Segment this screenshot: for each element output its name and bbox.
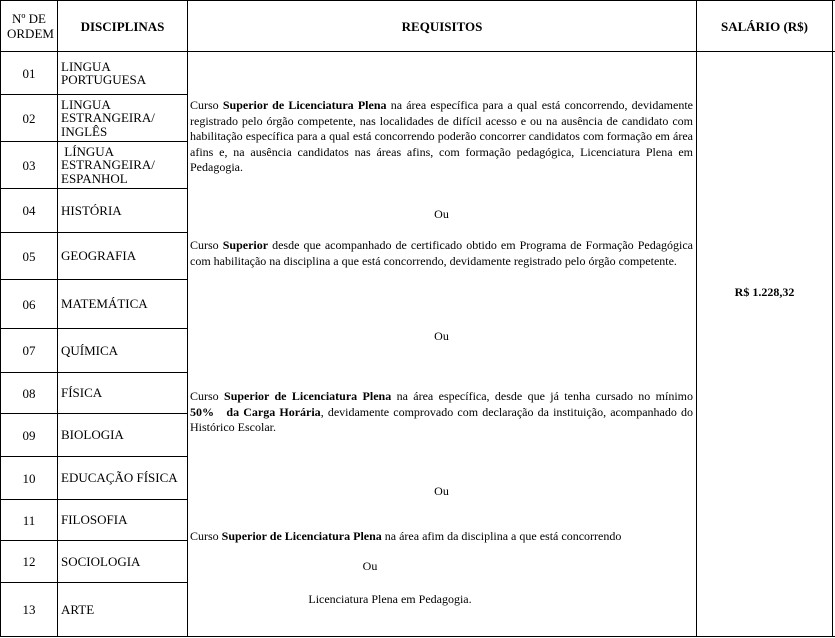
disciplina-name: BIOLOGIA (61, 427, 124, 443)
disciplina-name: SOCIOLOGIA (61, 553, 141, 569)
row-number: 09 (22, 427, 36, 443)
disciplina-name: QUÍMICA (61, 342, 119, 358)
row-number: 04 (22, 203, 36, 218)
disciplina-name: MATEMÁTICA (61, 296, 148, 312)
ou-separator: Ou (434, 207, 449, 221)
row-number: 11 (22, 512, 36, 528)
salario-value: R$ 1.228,32 (734, 284, 795, 299)
ou-separator: Ou (434, 329, 449, 343)
disciplina-name: LÍNGUA ESTRANGEIRA/ ESPANHOL (61, 143, 159, 186)
disciplina-name: ARTE (61, 601, 95, 617)
requisito-paragraph: Curso Superior de Licenciatura Plena na área afim da disciplina a que está concorrendo (190, 529, 622, 543)
row-number: 05 (22, 248, 36, 264)
header-requisitos: REQUISITOS (401, 18, 483, 34)
row-number: 12 (22, 554, 36, 569)
disciplina-name: LINGUA PORTUGUESA (61, 58, 147, 87)
disciplina-name: FILOSOFIA (61, 512, 128, 528)
requisito-paragraph: Curso Superior de Licenciatura Plena na área específica, desde que já tenha cursado no mínimo 50% da Carga Horária, devidamente comprovado com declaração da instituição, acompanhado do Histórico Escolar. (190, 389, 694, 434)
table-border-bottom (0, 636, 835, 637)
row-number: 08 (22, 385, 36, 401)
disciplina-name: LINGUA ESTRANGEIRA/ INGLÊS (61, 96, 155, 139)
row-number: 03 (22, 157, 36, 173)
disciplina-name: GEOGRAFIA (61, 248, 137, 264)
header-salario: SALÁRIO (R$) (720, 18, 809, 34)
header-ordem: Nº DE ORDEM (7, 11, 54, 41)
disciplina-name: HISTÓRIA (61, 202, 122, 218)
col-divider (187, 0, 188, 637)
row-number: 06 (22, 296, 36, 312)
disciplina-name: EDUCAÇÃO FÍSICA (61, 470, 178, 486)
ou-separator: Ou (362, 559, 378, 573)
disciplina-name: FÍSICA (61, 385, 103, 401)
row-number: 01 (22, 65, 36, 81)
requisito-paragraph: Curso Superior de Licenciatura Plena na área específica para a qual está concorrendo, devidamente registrado pelo órgão competente, nas localidades de difícil acesso e ou na ausência de candidato com habilitação específica para a qual está concorrendo poderão concorrer candidatos com formação em área afins e, na ausência candidatos nas áreas afins, com formação pedagógica, Licenciatura Plena em Pedagogia. (190, 98, 693, 174)
requisito-paragraph: Curso Superior desde que acompanhado de certificado obtido em Programa de Formação Pedagógica com habilitação na disciplina a que está concorrendo, devidamente registrado pelo órgão competente. (190, 238, 694, 268)
row-number: 10 (22, 470, 36, 486)
table-border-right (832, 0, 833, 637)
col-divider (696, 0, 697, 637)
header-disciplinas: DISCIPLINAS (80, 18, 165, 34)
row-number: 13 (22, 602, 36, 617)
ou-separator: Ou (434, 484, 449, 498)
requisito-paragraph: Licenciatura Plena em Pedagogia. (308, 592, 472, 606)
row-number: 02 (22, 110, 36, 126)
row-number: 07 (22, 343, 36, 358)
